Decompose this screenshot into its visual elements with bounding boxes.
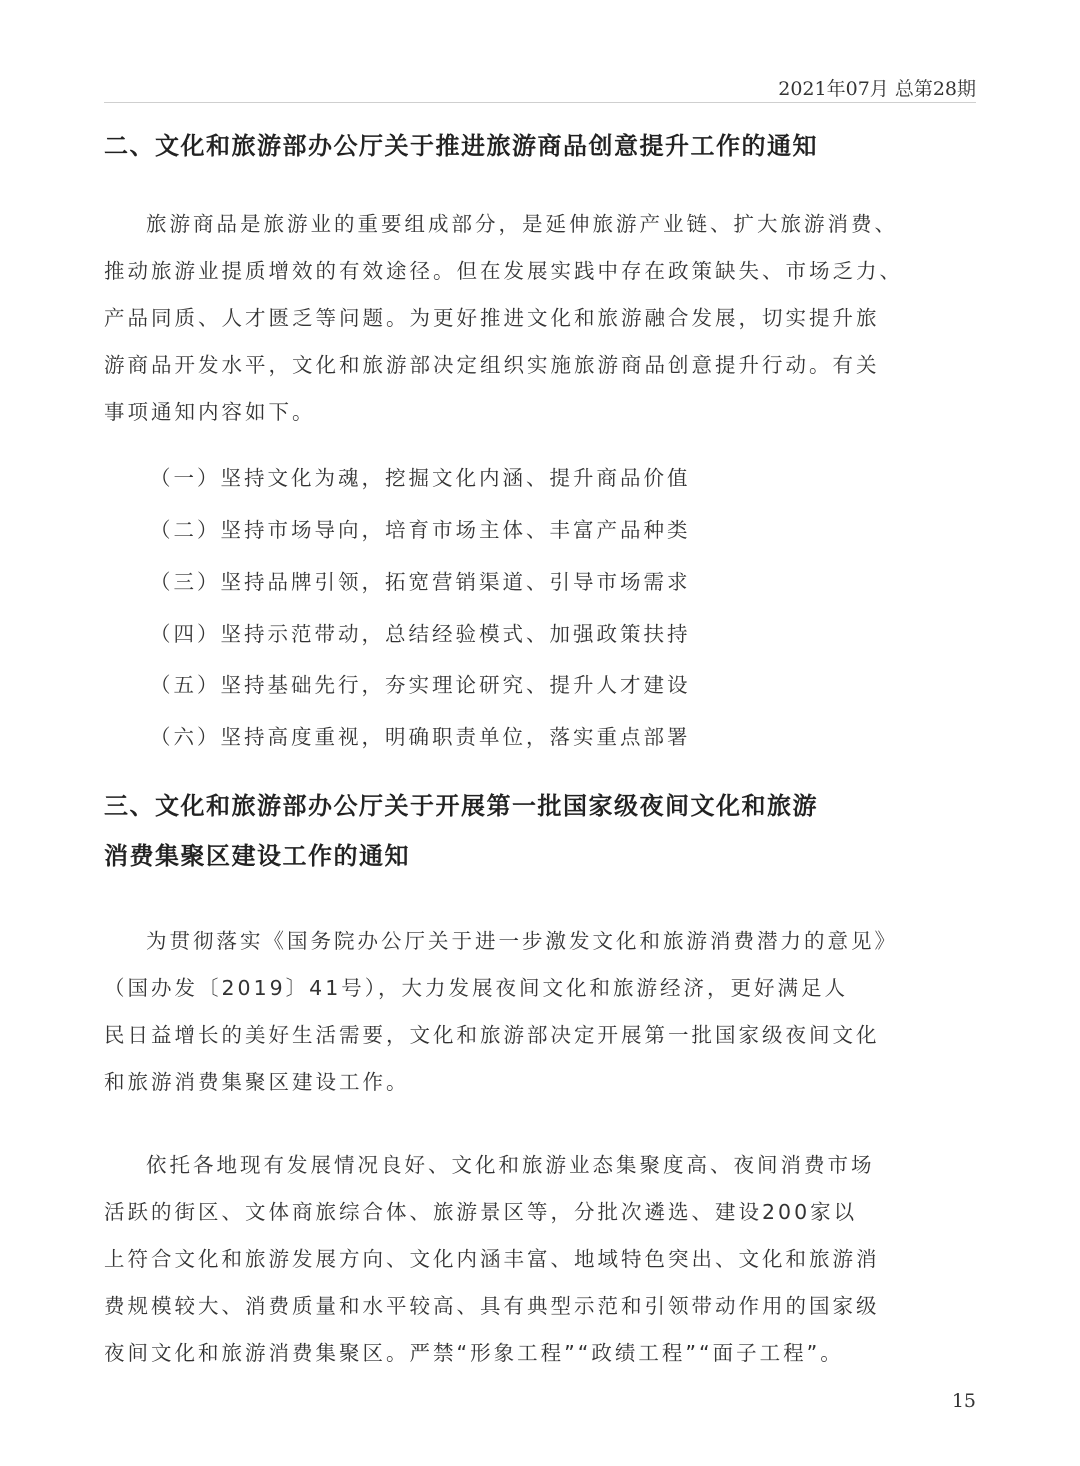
section-2-paragraph-line: 旅游商品是旅游业的重要组成部分，是延伸旅游产业链、扩大旅游消费、 bbox=[146, 212, 898, 236]
section-3-paragraph-2-line: 活跃的街区、文体商旅综合体、旅游景区等，分批次遴选、建设200家以 bbox=[104, 1200, 858, 1224]
section-2-paragraph-line: 事项通知内容如下。 bbox=[104, 400, 316, 424]
section-3-paragraph-2-line: 费规模较大、消费质量和水平较高、具有典型示范和引领带动作用的国家级 bbox=[104, 1294, 880, 1318]
section-3-paragraph-2-line: 夜间文化和旅游消费集聚区。严禁“形象工程”“政绩工程”“面子工程”。 bbox=[104, 1341, 844, 1365]
section-3-paragraph-2-line: 依托各地现有发展情况良好、文化和旅游业态集聚度高、夜间消费市场 bbox=[146, 1153, 875, 1177]
list-item: （三）坚持品牌引领，拓宽营销渠道、引导市场需求 bbox=[150, 570, 691, 594]
list-item: （六）坚持高度重视，明确职责单位，落实重点部署 bbox=[150, 725, 691, 749]
list-item: （二）坚持市场导向，培育市场主体、丰富产品种类 bbox=[150, 518, 691, 542]
section-3-paragraph-2-line: 上符合文化和旅游发展方向、文化内涵丰富、地域特色突出、文化和旅游消 bbox=[104, 1247, 880, 1271]
issue-info: 2021年07月 总第28期 bbox=[778, 78, 976, 100]
section-3-title-line: 三、文化和旅游部办公厅关于开展第一批国家级夜间文化和旅游 bbox=[104, 792, 818, 820]
section-3-paragraph-1-line: （国办发〔2019〕41号），大力发展夜间文化和旅游经济，更好满足人 bbox=[104, 976, 849, 1000]
list-item: （五）坚持基础先行，夯实理论研究、提升人才建设 bbox=[150, 673, 691, 697]
page-header bbox=[104, 62, 976, 103]
list-item: （四）坚持示范带动，总结经验模式、加强政策扶持 bbox=[150, 622, 691, 646]
section-2-paragraph-line: 产品同质、人才匮乏等问题。为更好推进文化和旅游融合发展，切实提升旅 bbox=[104, 306, 880, 330]
page-number: 15 bbox=[951, 1390, 976, 1412]
section-3-paragraph-1-line: 民日益增长的美好生活需要，文化和旅游部决定开展第一批国家级夜间文化 bbox=[104, 1023, 880, 1047]
section-3-title-line: 消费集聚区建设工作的通知 bbox=[104, 842, 410, 870]
section-2-paragraph-line: 游商品开发水平，文化和旅游部决定组织实施旅游商品创意提升行动。有关 bbox=[104, 353, 880, 377]
section-3-paragraph-1-line: 为贯彻落实《国务院办公厅关于进一步激发文化和旅游消费潜力的意见》 bbox=[146, 929, 898, 953]
section-2-title: 二、文化和旅游部办公厅关于推进旅游商品创意提升工作的通知 bbox=[104, 132, 818, 160]
section-3-paragraph-1-line: 和旅游消费集聚区建设工作。 bbox=[104, 1070, 410, 1094]
section-2-paragraph-line: 推动旅游业提质增效的有效途径。但在发展实践中存在政策缺失、市场乏力、 bbox=[104, 259, 903, 283]
list-item: （一）坚持文化为魂，挖掘文化内涵、提升商品价值 bbox=[150, 466, 691, 490]
